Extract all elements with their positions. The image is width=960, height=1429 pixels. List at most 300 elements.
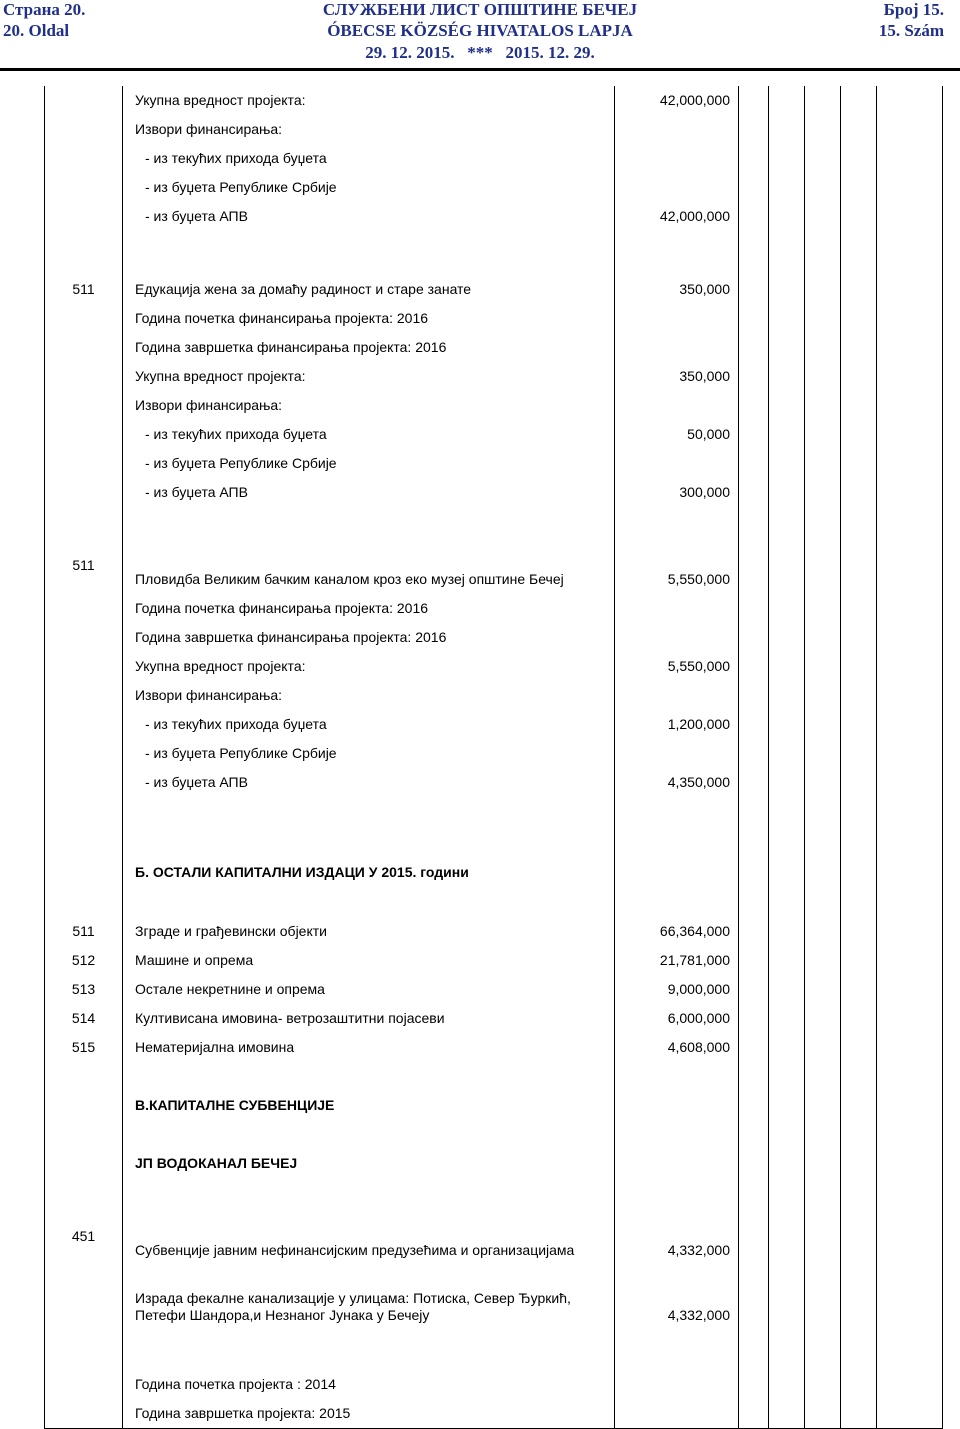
account-code bbox=[45, 1120, 123, 1149]
item-description: Машине и опрема bbox=[123, 946, 615, 975]
table-row bbox=[45, 681, 943, 710]
item-amount bbox=[615, 1399, 739, 1428]
item-description bbox=[123, 887, 615, 912]
empty-column-cell bbox=[769, 86, 805, 115]
empty-column-cell bbox=[739, 594, 769, 623]
item-amount: 5,550,000 bbox=[615, 536, 739, 594]
empty-column-cell bbox=[739, 768, 769, 797]
item-description: - из буџета АПВ bbox=[123, 202, 615, 231]
item-amount bbox=[615, 1330, 739, 1370]
item-amount: 4,332,000 bbox=[615, 1290, 739, 1330]
empty-column-cell bbox=[769, 478, 805, 507]
account-code bbox=[45, 115, 123, 144]
table-row bbox=[45, 536, 943, 594]
empty-column-cell bbox=[841, 681, 877, 710]
empty-column-cell bbox=[805, 115, 841, 144]
account-code bbox=[45, 1149, 123, 1178]
empty-column-cell bbox=[739, 362, 769, 391]
empty-column-cell bbox=[739, 202, 769, 231]
empty-column-cell bbox=[805, 975, 841, 1004]
empty-column-cell bbox=[877, 115, 943, 144]
empty-column-cell bbox=[739, 1207, 769, 1265]
item-amount bbox=[615, 739, 739, 768]
item-amount: 66,364,000 bbox=[615, 912, 739, 946]
issue-number-hu: 15. Szám bbox=[878, 21, 944, 40]
empty-column-cell bbox=[739, 1265, 769, 1290]
account-code bbox=[45, 173, 123, 202]
empty-column-cell bbox=[739, 1370, 769, 1399]
empty-column-cell bbox=[805, 1265, 841, 1290]
empty-column-cell bbox=[739, 1033, 769, 1062]
empty-column-cell bbox=[841, 1033, 877, 1062]
empty-column-cell bbox=[805, 1178, 841, 1207]
empty-column-cell bbox=[739, 975, 769, 1004]
empty-column-cell bbox=[739, 507, 769, 536]
empty-column-cell bbox=[739, 1091, 769, 1120]
item-description: Година завршетка финансирања пројекта: 2016 bbox=[123, 623, 615, 652]
item-amount: 42,000,000 bbox=[615, 202, 739, 231]
empty-column-cell bbox=[841, 1178, 877, 1207]
item-description bbox=[123, 1062, 615, 1091]
empty-column-cell bbox=[877, 231, 943, 275]
account-code bbox=[45, 1370, 123, 1399]
item-amount bbox=[615, 623, 739, 652]
gazette-title-sr: СЛУЖБЕНИ ЛИСТ ОПШТИНЕ БЕЧЕЈ bbox=[322, 0, 638, 19]
empty-column-cell bbox=[769, 115, 805, 144]
account-code bbox=[45, 623, 123, 652]
table-row bbox=[45, 1033, 943, 1062]
empty-column-cell bbox=[877, 1033, 943, 1062]
item-amount: 300,000 bbox=[615, 478, 739, 507]
empty-column-cell bbox=[805, 507, 841, 536]
empty-column-cell bbox=[805, 652, 841, 681]
empty-column-cell bbox=[805, 1033, 841, 1062]
empty-column-cell bbox=[877, 1004, 943, 1033]
empty-column-cell bbox=[739, 652, 769, 681]
account-code bbox=[45, 797, 123, 841]
empty-column-cell bbox=[877, 144, 943, 173]
page-header bbox=[0, 0, 960, 70]
account-code bbox=[45, 449, 123, 478]
item-description: Извори финансирања: bbox=[123, 115, 615, 144]
table-row bbox=[45, 594, 943, 623]
empty-column-cell bbox=[841, 86, 877, 115]
account-code bbox=[45, 86, 123, 115]
empty-column-cell bbox=[841, 1330, 877, 1370]
empty-column-cell bbox=[769, 449, 805, 478]
empty-column-cell bbox=[805, 1004, 841, 1033]
empty-column-cell bbox=[841, 1091, 877, 1120]
empty-column-cell bbox=[805, 946, 841, 975]
empty-column-cell bbox=[841, 1399, 877, 1428]
empty-column-cell bbox=[877, 841, 943, 887]
empty-column-cell bbox=[877, 1091, 943, 1120]
empty-column-cell bbox=[805, 1330, 841, 1370]
item-amount bbox=[615, 1149, 739, 1178]
empty-column-cell bbox=[805, 449, 841, 478]
table-row bbox=[45, 739, 943, 768]
empty-column-cell bbox=[841, 946, 877, 975]
item-description: Субвенције јавним нефинансијским предузећима и организацијама bbox=[123, 1207, 615, 1265]
table-row bbox=[45, 1290, 943, 1330]
empty-column-cell bbox=[877, 1207, 943, 1265]
item-description: - из буџета АПВ bbox=[123, 768, 615, 797]
account-code bbox=[45, 333, 123, 362]
table-row bbox=[45, 391, 943, 420]
item-amount bbox=[615, 1091, 739, 1120]
empty-column-cell bbox=[739, 304, 769, 333]
empty-column-cell bbox=[769, 1399, 805, 1428]
empty-column-cell bbox=[739, 231, 769, 275]
item-amount: 1,200,000 bbox=[615, 710, 739, 739]
empty-column-cell bbox=[841, 115, 877, 144]
item-amount bbox=[615, 449, 739, 478]
item-description: ЈП ВОДОКАНАЛ БЕЧЕЈ bbox=[123, 1149, 615, 1178]
empty-column-cell bbox=[877, 536, 943, 594]
item-description bbox=[123, 797, 615, 841]
empty-column-cell bbox=[769, 1091, 805, 1120]
empty-column-cell bbox=[769, 420, 805, 449]
table-row bbox=[45, 1091, 943, 1120]
table-row bbox=[45, 420, 943, 449]
empty-column-cell bbox=[805, 231, 841, 275]
empty-column-cell bbox=[805, 1399, 841, 1428]
empty-column-cell bbox=[877, 797, 943, 841]
empty-column-cell bbox=[841, 1004, 877, 1033]
empty-column-cell bbox=[739, 449, 769, 478]
item-amount bbox=[615, 304, 739, 333]
item-amount: 5,550,000 bbox=[615, 652, 739, 681]
item-amount: 6,000,000 bbox=[615, 1004, 739, 1033]
empty-column-cell bbox=[877, 946, 943, 975]
empty-column-cell bbox=[739, 739, 769, 768]
empty-column-cell bbox=[877, 1399, 943, 1428]
empty-column-cell bbox=[877, 1265, 943, 1290]
item-amount: 21,781,000 bbox=[615, 946, 739, 975]
empty-column-cell bbox=[769, 144, 805, 173]
table-row bbox=[45, 841, 943, 887]
empty-column-cell bbox=[805, 86, 841, 115]
item-description: Остале некретнине и опрема bbox=[123, 975, 615, 1004]
empty-column-cell bbox=[739, 1178, 769, 1207]
empty-column-cell bbox=[769, 1290, 805, 1330]
empty-column-cell bbox=[841, 144, 877, 173]
empty-column-cell bbox=[877, 768, 943, 797]
item-description bbox=[123, 1265, 615, 1290]
item-description bbox=[123, 231, 615, 275]
empty-column-cell bbox=[877, 449, 943, 478]
empty-column-cell bbox=[805, 912, 841, 946]
account-code bbox=[45, 887, 123, 912]
empty-column-cell bbox=[769, 202, 805, 231]
table-row bbox=[45, 362, 943, 391]
item-amount bbox=[615, 1178, 739, 1207]
empty-column-cell bbox=[769, 797, 805, 841]
account-code bbox=[45, 1330, 123, 1370]
account-code: 511 bbox=[45, 536, 123, 594]
table-row bbox=[45, 144, 943, 173]
budget-table bbox=[44, 86, 943, 1429]
empty-column-cell bbox=[841, 1207, 877, 1265]
empty-column-cell bbox=[769, 1330, 805, 1370]
item-description bbox=[123, 507, 615, 536]
empty-column-cell bbox=[769, 1207, 805, 1265]
table-row bbox=[45, 173, 943, 202]
empty-column-cell bbox=[877, 1290, 943, 1330]
item-description: Пловидба Великим бачким каналом кроз еко музеј општине Бечеј bbox=[123, 536, 615, 594]
empty-column-cell bbox=[841, 507, 877, 536]
empty-column-cell bbox=[841, 536, 877, 594]
empty-column-cell bbox=[739, 333, 769, 362]
empty-column-cell bbox=[877, 1178, 943, 1207]
empty-column-cell bbox=[805, 1290, 841, 1330]
item-description bbox=[123, 1120, 615, 1149]
table-row bbox=[45, 275, 943, 304]
empty-column-cell bbox=[769, 1004, 805, 1033]
account-code bbox=[45, 652, 123, 681]
account-code bbox=[45, 739, 123, 768]
empty-column-cell bbox=[739, 1290, 769, 1330]
empty-column-cell bbox=[769, 710, 805, 739]
empty-column-cell bbox=[841, 841, 877, 887]
empty-column-cell bbox=[805, 275, 841, 304]
item-amount: 42,000,000 bbox=[615, 86, 739, 115]
empty-column-cell bbox=[769, 1149, 805, 1178]
item-description: Година завршетка финансирања пројекта: 2016 bbox=[123, 333, 615, 362]
account-code bbox=[45, 681, 123, 710]
empty-column-cell bbox=[805, 1120, 841, 1149]
table-row bbox=[45, 1207, 943, 1265]
gazette-title-hu: ÓBECSE KÖZSÉG HIVATALOS LAPJA bbox=[327, 21, 633, 40]
empty-column-cell bbox=[739, 115, 769, 144]
table-row bbox=[45, 1178, 943, 1207]
empty-column-cell bbox=[841, 420, 877, 449]
empty-column-cell bbox=[841, 202, 877, 231]
account-code bbox=[45, 768, 123, 797]
empty-column-cell bbox=[739, 420, 769, 449]
empty-column-cell bbox=[841, 768, 877, 797]
table-row bbox=[45, 449, 943, 478]
item-amount bbox=[615, 144, 739, 173]
account-code bbox=[45, 304, 123, 333]
item-description: Година почетка пројекта : 2014 bbox=[123, 1370, 615, 1399]
item-amount bbox=[615, 1062, 739, 1091]
table-row bbox=[45, 887, 943, 912]
empty-column-cell bbox=[877, 86, 943, 115]
empty-column-cell bbox=[769, 391, 805, 420]
empty-column-cell bbox=[805, 797, 841, 841]
empty-column-cell bbox=[805, 841, 841, 887]
empty-column-cell bbox=[739, 841, 769, 887]
empty-column-cell bbox=[739, 1004, 769, 1033]
empty-column-cell bbox=[739, 1330, 769, 1370]
empty-column-cell bbox=[805, 887, 841, 912]
item-amount bbox=[615, 333, 739, 362]
empty-column-cell bbox=[877, 1120, 943, 1149]
table-row bbox=[45, 946, 943, 975]
empty-column-cell bbox=[805, 1149, 841, 1178]
empty-column-cell bbox=[769, 304, 805, 333]
empty-column-cell bbox=[805, 202, 841, 231]
item-description: Нематеријална имовина bbox=[123, 1033, 615, 1062]
item-description: - из буџета АПВ bbox=[123, 478, 615, 507]
empty-column-cell bbox=[769, 231, 805, 275]
empty-column-cell bbox=[769, 1062, 805, 1091]
empty-column-cell bbox=[805, 144, 841, 173]
empty-column-cell bbox=[739, 623, 769, 652]
empty-column-cell bbox=[877, 710, 943, 739]
empty-column-cell bbox=[841, 652, 877, 681]
item-amount: 9,000,000 bbox=[615, 975, 739, 1004]
item-description: - из буџета Републике Србије bbox=[123, 449, 615, 478]
empty-column-cell bbox=[877, 1370, 943, 1399]
empty-column-cell bbox=[841, 594, 877, 623]
account-code: 511 bbox=[45, 912, 123, 946]
empty-column-cell bbox=[739, 912, 769, 946]
empty-column-cell bbox=[841, 333, 877, 362]
empty-column-cell bbox=[841, 1370, 877, 1399]
table-row bbox=[45, 478, 943, 507]
empty-column-cell bbox=[739, 1399, 769, 1428]
empty-column-cell bbox=[877, 912, 943, 946]
empty-column-cell bbox=[769, 1120, 805, 1149]
empty-column-cell bbox=[841, 231, 877, 275]
empty-column-cell bbox=[805, 1062, 841, 1091]
issue-number-sr: Број 15. bbox=[883, 0, 944, 19]
empty-column-cell bbox=[805, 333, 841, 362]
account-code bbox=[45, 1062, 123, 1091]
empty-column-cell bbox=[805, 768, 841, 797]
empty-column-cell bbox=[769, 333, 805, 362]
empty-column-cell bbox=[769, 536, 805, 594]
account-code bbox=[45, 420, 123, 449]
empty-column-cell bbox=[769, 768, 805, 797]
table-row bbox=[45, 1004, 943, 1033]
empty-column-cell bbox=[841, 975, 877, 1004]
empty-column-cell bbox=[805, 1370, 841, 1399]
item-description: Година почетка финансирања пројекта: 2016 bbox=[123, 304, 615, 333]
empty-column-cell bbox=[877, 202, 943, 231]
item-description: Укупна вредност пројекта: bbox=[123, 362, 615, 391]
empty-column-cell bbox=[841, 304, 877, 333]
empty-column-cell bbox=[769, 1265, 805, 1290]
item-amount: 350,000 bbox=[615, 362, 739, 391]
item-amount bbox=[615, 231, 739, 275]
account-code bbox=[45, 1178, 123, 1207]
empty-column-cell bbox=[739, 391, 769, 420]
empty-column-cell bbox=[841, 912, 877, 946]
empty-column-cell bbox=[877, 1149, 943, 1178]
item-description: Зграде и грађевински објекти bbox=[123, 912, 615, 946]
empty-column-cell bbox=[739, 478, 769, 507]
empty-column-cell bbox=[769, 841, 805, 887]
empty-column-cell bbox=[769, 275, 805, 304]
account-code bbox=[45, 1399, 123, 1428]
account-code bbox=[45, 362, 123, 391]
item-description: Култивисана имовина- ветрозаштитни појасеви bbox=[123, 1004, 615, 1033]
empty-column-cell bbox=[769, 623, 805, 652]
empty-column-cell bbox=[805, 304, 841, 333]
item-description bbox=[123, 1178, 615, 1207]
item-amount: 4,332,000 bbox=[615, 1207, 739, 1265]
empty-column-cell bbox=[769, 681, 805, 710]
empty-column-cell bbox=[841, 1265, 877, 1290]
item-description: - из текућих прихода буџета bbox=[123, 144, 615, 173]
empty-column-cell bbox=[739, 144, 769, 173]
empty-column-cell bbox=[739, 275, 769, 304]
empty-column-cell bbox=[877, 1330, 943, 1370]
item-description: В.КАПИТАЛНЕ СУБВЕНЦИЈЕ bbox=[123, 1091, 615, 1120]
item-amount bbox=[615, 1265, 739, 1290]
item-description: Укупна вредност пројекта: bbox=[123, 652, 615, 681]
empty-column-cell bbox=[769, 1178, 805, 1207]
empty-column-cell bbox=[739, 173, 769, 202]
empty-column-cell bbox=[877, 507, 943, 536]
empty-column-cell bbox=[739, 536, 769, 594]
account-code: 513 bbox=[45, 975, 123, 1004]
empty-column-cell bbox=[877, 739, 943, 768]
table-row bbox=[45, 1330, 943, 1370]
empty-column-cell bbox=[805, 1207, 841, 1265]
table-row bbox=[45, 652, 943, 681]
item-amount bbox=[615, 594, 739, 623]
empty-column-cell bbox=[841, 797, 877, 841]
empty-column-cell bbox=[841, 710, 877, 739]
item-amount bbox=[615, 173, 739, 202]
empty-column-cell bbox=[805, 623, 841, 652]
empty-column-cell bbox=[769, 912, 805, 946]
page-number-sr: Страна 20. bbox=[3, 0, 86, 19]
table-row bbox=[45, 797, 943, 841]
empty-column-cell bbox=[877, 420, 943, 449]
account-code: 515 bbox=[45, 1033, 123, 1062]
empty-column-cell bbox=[877, 391, 943, 420]
empty-column-cell bbox=[841, 391, 877, 420]
item-amount bbox=[615, 1120, 739, 1149]
account-code: 514 bbox=[45, 1004, 123, 1033]
empty-column-cell bbox=[805, 173, 841, 202]
table-row bbox=[45, 507, 943, 536]
table-row bbox=[45, 1062, 943, 1091]
account-code bbox=[45, 1091, 123, 1120]
table-row bbox=[45, 304, 943, 333]
item-description: Извори финансирања: bbox=[123, 391, 615, 420]
empty-column-cell bbox=[769, 1370, 805, 1399]
table-row bbox=[45, 1120, 943, 1149]
account-code: 512 bbox=[45, 946, 123, 975]
empty-column-cell bbox=[739, 946, 769, 975]
account-code bbox=[45, 507, 123, 536]
item-description: - из текућих прихода буџета bbox=[123, 710, 615, 739]
header-rule bbox=[0, 68, 960, 71]
account-code bbox=[45, 594, 123, 623]
table-row bbox=[45, 1149, 943, 1178]
empty-column-cell bbox=[739, 86, 769, 115]
empty-column-cell bbox=[805, 536, 841, 594]
empty-column-cell bbox=[877, 887, 943, 912]
item-amount: 4,608,000 bbox=[615, 1033, 739, 1062]
empty-column-cell bbox=[841, 739, 877, 768]
item-amount bbox=[615, 507, 739, 536]
item-description: Година завршетка пројекта: 2015 bbox=[123, 1399, 615, 1428]
table-row bbox=[45, 202, 943, 231]
empty-column-cell bbox=[769, 362, 805, 391]
empty-column-cell bbox=[877, 594, 943, 623]
empty-column-cell bbox=[877, 623, 943, 652]
empty-column-cell bbox=[805, 1091, 841, 1120]
empty-column-cell bbox=[841, 478, 877, 507]
empty-column-cell bbox=[805, 710, 841, 739]
